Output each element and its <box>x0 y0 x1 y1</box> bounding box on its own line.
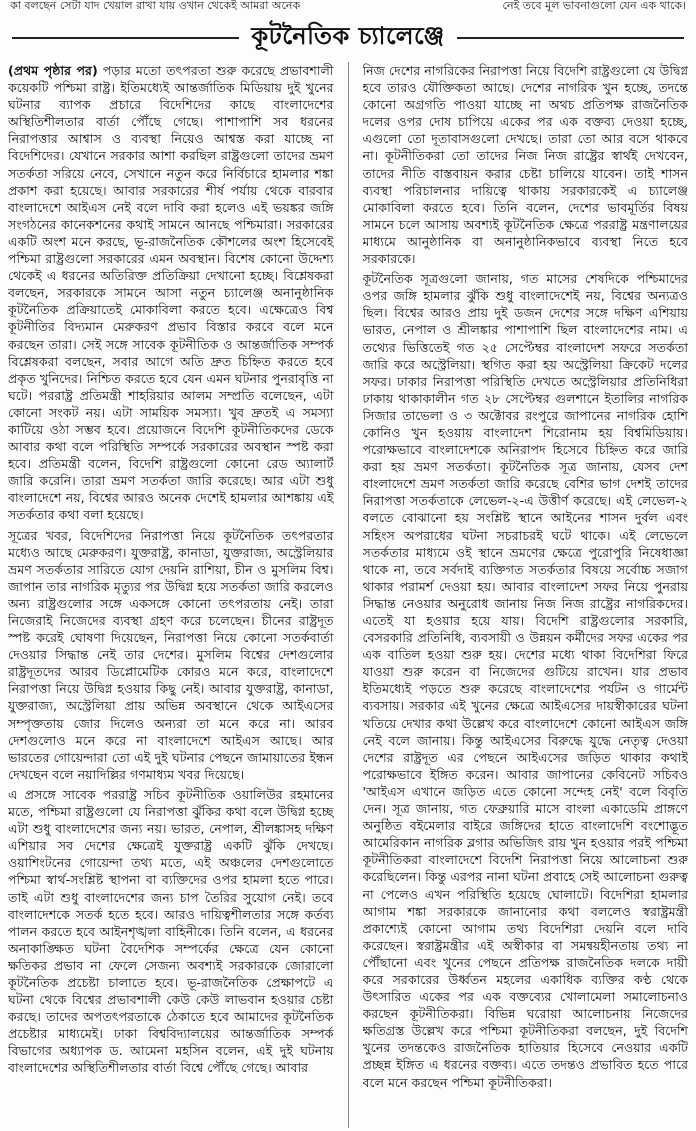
previous-article-left-text: কা বলছেন সেটা যাদ খেয়াল রাখা যায় ওখান থেকেই আমরা অনেক <box>10 0 301 12</box>
article-headline: কূটনৈতিক চ্যালেঞ্জে <box>251 22 445 50</box>
paragraph: এ প্রসঙ্গে সাবেক পররাষ্ট্র সচিব কূটনীতিক ওয়ালিউর রহমানের মতে, পশ্চিমা রাষ্ট্রগুলো যে নিরাপত্তা ঝুঁকির কথা বলে উদ্বিগ্ন হচ্ছে এটা শুধু বাংলাদেশের জন্য নয়। ভারত, নেপাল, শ্রীলঙ্কাসহ দক্ষিণ এশিয়ার সব দেশের ক্ষেত্রেই যুক্তরাষ্ট্র একটি ঝুঁকি দেখছে। ওয়াশিংটনের গোয়েন্দা তথ্য মতে, এই অঞ্চলের দেশগুলোতে পশ্চিমা স্বার্থ-সংশ্লিষ্ট স্থাপনা বা ব্যক্তিদের ওপর হামলা হতে পারে। তাই এটা শুধু বাংলাদেশের জন্য চাপ তৈরির সুযোগ নেই। তবে বাংলাদেশকে সতর্ক হতে হবে। আরও দায়িত্বশীলতার সঙ্গে কর্তব্য পালন করতে হবে আইনশৃঙ্খলা বাহিনীকে। তিনি বলেন, এ ধরনের অনাকাঙ্ক্ষিত ঘটনা বৈদেশিক সম্পর্কের ক্ষেত্রে যেন কোনো ক্ষতিকর প্রভাব না ফেলে সেজন্য অবশ্যই সরকারকে জোরালো কূটনৈতিক প্রচেষ্টা চালাতে হবে। ভূ-রাজনৈতিক প্রেক্ষাপটে এ ঘটনা থেকে বিশ্বের প্রভাবশালী কেউ কেউ লাভবান হওয়ার চেষ্টা করছে। তাদের অপতৎপরতাকে ঠেকাতে হবে আমাদের কূটনৈতিক প্রচেষ্টার মাধ্যমেই। ঢাকা বিশ্ববিদ্যালয়ের আন্তর্জাতিক সম্পর্ক বিভাগের অধ্যাপক ড. আমেনা মহসিন বলেন, এই দুই ঘটনায় বাংলাদেশের অস্থিতিশীলতার বার্তা বিশ্বে পৌঁছে গেছে। আবার <box>8 786 334 1076</box>
continuation-label: (প্রথম পৃষ্ঠার পর) <box>8 63 98 78</box>
previous-article-strip <box>0 0 696 14</box>
paragraph-text: পড়ার মতো তৎপরতা শুরু করেছে প্রভাবশালী কয়েকটি পশ্চিমা রাষ্ট্র। ইতিমধ্যেই আন্তর্জাতিক মিডিয়ায় দুই খুনের ঘটনার ব্যাপক প্রচারে বিদেশিদের কাছে বাংলাদেশের অস্থিতিশীলতার বার্তা পৌঁছে গেছে। পাশাপাশি সব ধরনের নিরাপত্তার আশ্বাস ও ব্যবস্থা নিয়েও আশ্বস্ত করা যাচ্ছে না বিদেশিদের। যেখানে সরকার আশা করছিল রাষ্ট্রগুলো তাদের ভ্রমণ সতর্কতা সরিয়ে নেবে, সেখানে নতুন করে নির্বিচারে হামলার শঙ্কা প্রকাশ করা হয়েছে। আবার সরকারের শীর্ষ পর্যায় থেকে বারবার বাংলাদেশে আইএস নেই বলে দাবি করা হলেও এই ভয়ঙ্কর জঙ্গি সংগঠনের কানেকশনের কথাই সামনে আনছে পশ্চিমারা। সরকারের একটি অংশ মনে করছে, ভূ-রাজনৈতিক কৌশলের অংশ হিসেবেই পশ্চিমা রাষ্ট্রগুলো সরকারের এমন অবস্থান। বিশেষ কোনো উদ্দেশ্য থেকেই এ ধরনের অতিরিক্ত প্রতিক্রিয়া দেখানো হচ্ছে। বিশ্লেষকরা বলছেন, সরকারকে সামনে আসা নতুন চ্যালেঞ্জ অনানুষ্ঠানিক কূটনৈতিক প্রক্রিয়াতেই মোকাবিলা করতে হবে। এক্ষেত্রেও বিশ্ব কূটনীতির বিদ্যমান মেরুকরণ প্রভাব বিস্তার করবে বলে মনে করছেন তারা। সেই সঙ্গে সাবেক কূটনীতিক ও আন্তর্জাতিক সম্পর্ক বিশ্লেষকরা বলছেন, সবার আগে অতি দ্রুত চিহ্নিত করতে হবে প্রকৃত খুনিদের। নিশ্চিত করতে হবে যেন এমন ঘটনার পুনরাবৃত্তি না ঘটে। পররাষ্ট্র প্রতিমন্ত্রী শাহরিয়ার আলম সম্প্রতি বলেছেন, এটা কোনো সংকট নয়। এটা সাময়িক সমস্যা। খুব দ্রুতই এ সমস্যা কাটিয়ে ওঠা সম্ভব হবে। প্রয়োজনে বিদেশি কূটনীতিকদের ডেকে আবার কথা বলে পরিস্থিতি সম্পর্কে সরকারের অবস্থান স্পষ্ট করা হবে। প্রতিমন্ত্রী বলেন, বিদেশি রাষ্ট্রগুলো কোনো রেড অ্যালার্ট জারি করেনি। তারা ভ্রমণ সতর্কতা জারি করেছে। আর এটা শুধু বাংলাদেশে নয়, বিশ্বের আরও অনেক দেশেই হামলার আশঙ্কায় এই সতর্কতার কথা বলা হয়েছে। <box>8 63 334 523</box>
previous-article-right-text: নেই তবে মূল ভাবনাগুলো যেন এক থাকে। <box>502 0 686 12</box>
right-column <box>363 62 689 1128</box>
paragraph: কূটনৈতিক সূত্রগুলো জানায়, গত মাসের শেষদিকে পশ্চিমাদের ওপর জঙ্গি হামলার ঝুঁকি শুধু বাংলাদেশেই নয়, বিশ্বের অন্যত্রও ছিল। বিশ্বের আরও প্রায় দুই ডজন দেশের সঙ্গে দক্ষিণ এশিয়ায় ভারত, নেপাল ও শ্রীলঙ্কার পাশাপাশি ছিল বাংলাদেশের নাম। এ তথ্যের ভিত্তিতেই গত ২৫ সেপ্টেম্বর বাংলাদেশ সফরে সতর্কতা জারি করে অস্ট্রেলিয়া। স্থগিত করা হয় অস্ট্রেলিয়া ক্রিকেট দলের সফর। ঢাকার নিরাপত্তা পরিস্থিতি দেখতে অস্ট্রেলিয়ার প্রতিনিধিরা ঢাকায় থাকাকালীন গত ২৮ সেপ্টেম্বর গুলশানে ইতালির নাগরিক সিজার তাভেলা ও ৩ অক্টোবর রংপুরে জাপানের নাগরিক হোশি কোনিও খুন হওয়ায় বাংলাদেশ শিরোনাম হয় বিশ্বমিডিয়ায়। পরোক্ষভাবে বাংলাদেশকে অনিরাপদ হিসেবে চিহ্নিত করে জারি করা হয় ভ্রমণ সতর্কতা। কূটনৈতিক সূত্র জানায়, যেসব দেশ বাংলাদেশে ভ্রমণ সতর্কতা জারি করেছে বেশির ভাগ দেশই তাদের নিরাপত্তা সতর্কতাকে লেভেল-২-এ উত্তীর্ণ করেছে। এই লেভেল-২ বলতে বোঝানো হয় সংশ্লিষ্ট স্থানে আইনের শাসন দুর্বল এবং সহিংস অপরাধের ঘটনা সচরাচরই ঘটে থাকে। এই লেভেলে সতর্কতার মাধ্যমে ওই স্থানে ভ্রমণের ক্ষেত্রে পুরোপুরি নিষেধাজ্ঞা থাকে না, তবে সর্বদাই ব্যক্তিগত সতর্কতার বিষয়ে সর্বোচ্চ সজাগ থাকার পরামর্শ দেওয়া হয়। আবার বাংলাদেশ সফর নিয়ে পুনরায় সিদ্ধান্ত নেওয়ার অনুরোধ জানায় নিজ নিজ রাষ্ট্রের নাগরিকদের। এতেই যা হওয়ার হয়ে যায়। বিদেশি রাষ্ট্রগুলোর সরকারি, বেসরকারি প্রতিনিধি, ব্যবসায়ী ও উন্নয়ন কর্মীদের সফর একের পর এক বাতিল হওয়া শুরু হয়। দেশের মধ্যে থাকা বিদেশিরা ফিরে যাওয়া শুরু করেন বা নিজেদের গুটিয়ে রাখেন। যার প্রভাব ইতিমধ্যেই পড়তে শুরু করেছে বাংলাদেশের পর্যটন ও গার্মেন্ট ব্যবসায়। সরকার এই খুনের ক্ষেত্রে আইএসের দায়স্বীকারের ঘটনা খতিয়ে দেখার কথা উল্লেখ করে বাংলাদেশে কোনো আইএস জঙ্গি নেই বলে জানায়। কিন্তু আইএসের বিরুদ্ধে যুদ্ধে নেতৃত্ব দেওয়া দেশের রাষ্ট্রদূত এর পেছনে আইএসের জড়িত থাকার কথাই পরোক্ষভাবে ইঙ্গিত করেন। আবার জাপানের কেবিনেট সচিবও 'আইএস এখানে জড়িত এতে কোনো সন্দেহ নেই' বলে বিবৃতি দেন। সূত্র জানায়, গত ফেব্রুয়ারি মাসে বাংলা একাডেমি প্রাঙ্গণে অনুষ্ঠিত বইমেলার বাইরে জঙ্গিদের হাতে বাংলাদেশি বংশোদ্ভূত আমেরিকান নাগরিক ব্লগার অভিজিৎ রায় খুন হওয়ার পরই পশ্চিমা কূটনীতিকরা বাংলাদেশে বিদেশি নিরাপত্তা নিয়ে আলোচনা শুরু করেছিলেন। কিন্তু এরপর নানা ঘটনা প্রবাহে সেই আলোচনা গুরুত্ব না পেলেও এখন পরিস্থিতি হয়েছে ঘোলাটে। বিদেশিরা হামলার আগাম শঙ্কা সরকারকে জানানোর কথা বললেও স্বরাষ্ট্রমন্ত্রী প্রকাশ্যেই কোনো আগাম তথ্য বিদেশিরা দেয়নি বলে দাবি করেছেন। স্বরাষ্ট্রমন্ত্রীর এই অস্বীকার বা সমন্বয়হীনতায় তথ্য না পৌঁছানো এবং খুনের পেছনে প্রতিপক্ষ রাজনৈতিক দলকে দায়ী করে সরকারের উর্ধ্বতন মহলের একাধিক ব্যক্তির কণ্ঠ থেকে উৎসারিত একের পর এক বক্তব্যের খোলামেলা সমালোচনাও করছেন কূটনীতিকরা। বিভিন্ন ঘরোয়া আলোচনায় নিজেদের ক্ষতিগ্রস্ত উল্লেখ করে পশ্চিমা কূটনীতিকরা বলছেন, দুই বিদেশি খুনের তদন্তকেও রাজনৈতিক হাতিয়ার হিসেবে নেওয়ার একটি প্রচ্ছন্ন ইঙ্গিত এ ধরনের বক্তব্য। এতে তদন্তও প্রভাবিত হতে পারে বলে মনে করছেন পশ্চিমা কূটনীতিকরা। <box>362 271 689 1090</box>
headline-rule-left <box>12 37 239 39</box>
paragraph <box>8 62 334 524</box>
headline-rule-right <box>457 37 684 39</box>
article-body <box>8 62 688 1128</box>
paragraph: সূত্রের খবর, বিদেশিদের নিরাপত্তা নিয়ে কূটনৈতিক তৎপরতার মধ্যেও আছে মেরুকরণ। যুক্তরাষ্ট্র, কানাডা, যুক্তরাজ্য, অস্ট্রেলিয়ার ভ্রমণ সতর্কতার সারিতে যোগ দেয়নি রাশিয়া, চীন ও মুসলিম বিশ্ব। জাপান তার নাগরিক মৃত্যুর পর উদ্বিগ্ন হয়ে সতর্কতা জারি করলেও অন্য রাষ্ট্রগুলোর সঙ্গে একসঙ্গে কোনো তৎপরতায় নেই। তারা নিজেরাই নিজেদের ব্যবস্থা গ্রহণ করে চলেছেন। চীনের রাষ্ট্রদূত স্পষ্ট করেই ঘোষণা দিয়েছেন, নিরাপত্তা নিয়ে কোনো সতর্কবার্তা দেওয়ার সিদ্ধান্ত নেই তার দেশের। মুসলিম বিশ্বের দেশগুলোর রাষ্ট্রদূতদের আরব ডিপ্লোমেটিক কোরও মনে করে, বাংলাদেশে নিরাপত্তা নিয়ে উদ্বিগ্ন হওয়ার কিছু নেই। আবার যুক্তরাষ্ট্র, কানাডা, যুক্তরাজ্য, অস্ট্রেলিয়া প্রায় অভিন্ন অবস্থানে থেকে আইএসের সম্পৃক্ততায় জোর দিলেও অন্যরা তা মনে করে না। আরব দেশগুলোও মনে করে না বাংলাদেশে আইএস আছে। আর ভারতের গোয়েন্দারা তো এই দুই ঘটনার পেছনে জামায়াতের ইন্ধন দেখছেন বলে নয়াদিল্লির গণমাধ্যম খবর দিয়েছে। <box>8 527 334 782</box>
headline-bar <box>0 18 696 58</box>
paragraph: নিজ দেশের নাগরিকের নিরাপত্তা নিয়ে বিদেশি রাষ্ট্রগুলো যে উদ্বিগ্ন হবে তারও যৌক্তিকতা আছে। দেশের নাগরিক খুন হচ্ছে, তদন্তে কোনো অগ্রগতি পাওয়া যাচ্ছে না অথচ প্রতিপক্ষ রাজনৈতিক দলের ওপর দোষ চাপিয়ে একের পর এক বক্তব্য দেওয়া হচ্ছে, এগুলো তো দূতাবাসগুলো দেখছে। তারা তো আর বসে থাকবে না। কূটনীতিকরা তো তাদের নিজ নিজ রাষ্ট্রের স্বার্থই দেখবেন, তাদের নীতি বাস্তবায়ন করার চেষ্টা চালিয়ে যাবেন। তাই শাসন ব্যবস্থা পরিচালনার দায়িত্বে থাকায় সরকারকেই এ চ্যালেঞ্জ মোকাবিলা করতে হবে। তিনি বলেন, দেশের ভাবমূর্তির বিষয় সামনে চলে আসায় অবশ্যই কূটনৈতিক ক্ষেত্রে পররাষ্ট্র মন্ত্রণালয়ের মাধ্যমে আনুষ্ঠানিক বা অনানুষ্ঠানিকভাবে ব্যবস্থা নিতে হবে সরকারকে। <box>362 63 689 267</box>
column-divider <box>348 62 349 1128</box>
left-column <box>8 62 334 1128</box>
